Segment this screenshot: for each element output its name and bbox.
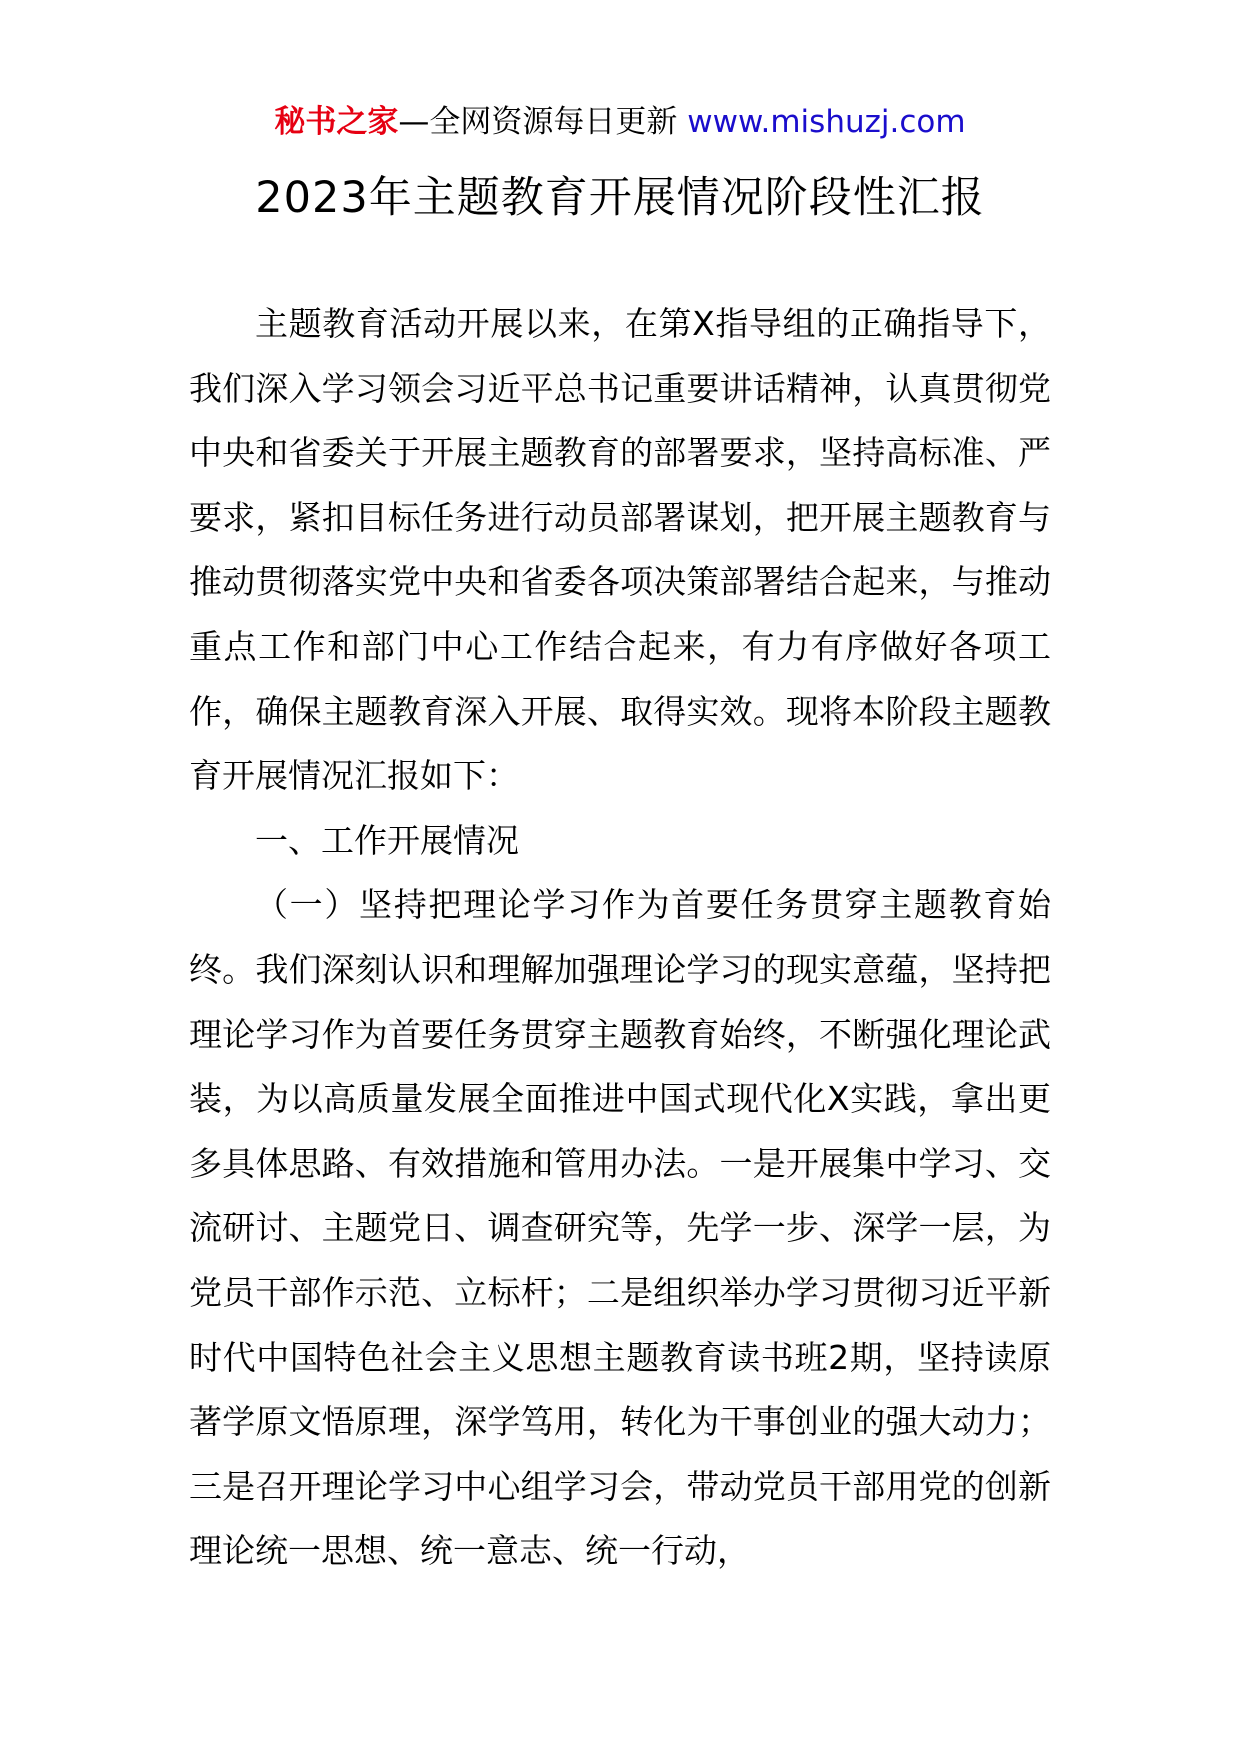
document-title: 2023年主题教育开展情况阶段性汇报 <box>255 173 985 223</box>
section-paragraph: （一）坚持把理论学习作为首要任务贯穿主题教育始终。我们深刻认识和理解加强理论学习的现实意蕴，坚持把理论学习作为首要任务贯穿主题教育始终，不断强化理论武装，为以高质量发展全面推进中国式现代化X实践，拿出更多具体思路、有效措施和管用办法。一是开展集中学习、交流研讨、主题党日、调查研究等，先学一步、深学一层，为党员干部作示范、立标杆；二是组织举办学习贯彻习近平新时代中国特色社会主义思想主题教育读书班2期，坚持读原著学原文悟原理，深学笃用，转化为干事创业的强大动力；三是召开理论学习中心组学习会，带动党员干部用党的创新理论统一思想、统一意志、统一行动， <box>189 885 1051 1571</box>
site-header <box>0 100 1240 144</box>
document-body <box>189 292 1051 1584</box>
section-heading: 一、工作开展情况 <box>255 820 519 860</box>
intro-paragraph: 主题教育活动开展以来，在第X指导组的正确指导下，我们深入学习领会习近平总书记重要讲话精神，认真贯彻党中央和省委关于开展主题教育的部署要求，坚持高标准、严要求，紧扣目标任务进行动员部署谋划，把开展主题教育与推动贯彻落实党中央和省委各项决策部署结合起来，与推动重点工作和部门中心工作结合起来，有力有序做好各项工作，确保主题教育深入开展、取得实效。现将本阶段主题教育开展情况汇报如下： <box>189 304 1051 796</box>
site-url-link[interactable]: www.mishuzj.com <box>687 104 966 140</box>
brand-name: 秘书之家 <box>274 104 399 140</box>
header-tagline: —全网资源每日更新 <box>398 104 678 140</box>
